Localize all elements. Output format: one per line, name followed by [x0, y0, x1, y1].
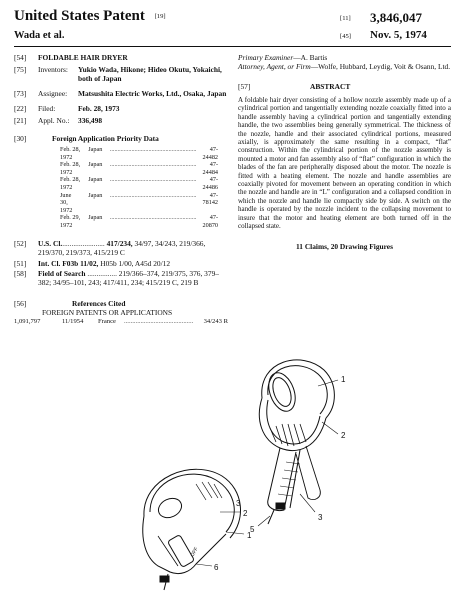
fig-b-label: 3: [236, 499, 241, 508]
reference-country: France: [98, 317, 116, 325]
patent-date: Nov. 5, 1974: [370, 29, 427, 41]
field-51-code: [51]: [14, 258, 27, 268]
field-51-rest: H05b 1/00, A45d 20/12: [98, 258, 171, 268]
right-column: [238, 53, 451, 251]
fig-a-label: 3: [318, 513, 323, 522]
field-52-label: U.S. Cl.: [38, 238, 63, 248]
attorney-label: Attorney, Agent, or Firm: [238, 62, 311, 71]
priority-row: Feb. 29, 1972 Japan ........................................................ 47-20870: [60, 214, 218, 229]
patent-title: [14, 8, 166, 25]
field-75-code: [75]: [14, 65, 27, 74]
switch-label: OFF: [189, 546, 200, 558]
fig-a-label: 2: [341, 431, 346, 440]
field-22-code: [22]: [14, 104, 27, 113]
fig-a-label: 1: [341, 375, 346, 384]
priority-row: Feb. 28, 1972 Japan ........................................................ 47-24482: [60, 146, 218, 161]
field-75: [14, 65, 228, 83]
priority-country: Japan: [88, 146, 103, 153]
field-21-label: Appl. No.:: [38, 116, 70, 125]
priority-list: [60, 146, 218, 230]
abstract-heading: [238, 82, 451, 91]
field-21-value: 336,498: [78, 116, 103, 125]
fig-b-label: 2: [243, 509, 248, 518]
priority-date: June 30, 1972: [60, 191, 73, 214]
field-54: [14, 53, 228, 62]
field-51-main: F03b 11/02,: [62, 258, 99, 268]
field-58-code: [58]: [14, 268, 27, 278]
field-30-title: Foreign Application Priority Data: [52, 134, 159, 143]
field-21: [14, 116, 228, 125]
field-73-code: [73]: [14, 89, 27, 98]
field-56-code: [56]: [14, 298, 27, 308]
field-73-value: Matsushita Electric Works, Ltd., Osaka, Japan: [78, 89, 227, 98]
field-73: [14, 89, 228, 98]
field-30-code: [30]: [14, 134, 27, 143]
field-51: [14, 259, 228, 268]
priority-country: Japan: [88, 161, 103, 169]
reference-row: 1,091,797 11/1954 France .......................................... 34/243 R: [14, 317, 228, 325]
field-22: [14, 104, 228, 113]
field-52-rest: 34/97, 34/243, 219/366, 219/370, 219/373, 415/219 C: [38, 238, 206, 257]
priority-row: June 30, 1972 Japan ........................................................ 47-78142: [60, 191, 218, 214]
patent-number: 3,846,047: [370, 10, 422, 25]
abstract-text: A foldable hair dryer consisting of a hollow nozzle assembly made up of a cylindrical portion and tangentially extending nozzle coaxially fitted into a handle assembly having a cylindrical portion and tangentially extending handle, the two assemblies being generally symmetrical. The thickness of the nozzle, handle and their associated cylindrical portions, measured axially, is approximately the same resulting in a compact, “flat” construction. Within the cylindrical portion of the nozzle assembly is mounted a motor and fan assembly also of “flat” configuration in which the blades of the fan are peripherally disposed about the motor. The nozzle is fitted with a heating element. The nozzle and handle assemblies are coaxially pivoted for movement between an operating condition in which the nozzle and handle are in “L” configuration and a collapsed condition in which the nozzle and handle lie compactly side by side. A switch on the handle is operated by the nozzle incident to the collapsing movement to insure that the motor and heating element are both turned off in the collapsed state.: [238, 96, 451, 231]
priority-number: 47-24484: [202, 161, 218, 176]
priority-number: 47-24482: [202, 146, 218, 161]
claims-count: 11 Claims, 20 Drawing Figures: [296, 241, 393, 251]
title-text: United States Patent: [14, 8, 145, 24]
field-58-rest: 219/366–374, 219/375, 376, 379–382; 34/95–101, 243; 417/411, 234; 415/219 C, 219 B: [38, 268, 219, 287]
priority-country: Japan: [88, 191, 103, 199]
examiner-label: Primary Examiner: [238, 53, 294, 62]
reference-class: 34/243 R: [203, 317, 228, 325]
fig-b-label: 1: [247, 531, 252, 540]
field-73-label: Assignee:: [38, 89, 68, 98]
abstract-code: [57]: [238, 82, 251, 91]
field-22-value: Feb. 28, 1973: [78, 104, 120, 113]
field-56: [14, 299, 228, 308]
fig-b-label: 6: [214, 563, 219, 572]
field-58-label: Field of Search: [38, 268, 86, 278]
header-rule: [14, 46, 451, 47]
number-code: [11]: [340, 15, 351, 22]
figure-b: [143, 469, 244, 590]
priority-number: 47-20870: [202, 214, 218, 229]
attorney-name: —Wolfe, Hubbard, Leydig, Voit & Osann, Ltd.: [310, 62, 451, 71]
field-21-code: [21]: [14, 116, 27, 125]
priority-country: Japan: [88, 214, 103, 222]
attorney: [238, 62, 451, 71]
priority-country: Japan: [88, 176, 103, 184]
priority-row: Feb. 28, 1972 Japan ........................................................ 47-24484: [60, 161, 218, 176]
inventor-short: Wada et al.: [14, 30, 65, 41]
priority-date: Feb. 28, 1972: [60, 146, 81, 161]
field-56-subtitle: FOREIGN PATENTS OR APPLICATIONS: [42, 307, 173, 317]
field-75-value: Yukio Wada, Hikone; Hideo Okutu, Yokaichi, both of Japan: [78, 65, 222, 83]
field-52-main: 417/234,: [106, 238, 133, 248]
priority-date: Feb. 28, 1972: [60, 176, 81, 191]
field-22-label: Filed:: [38, 104, 56, 113]
field-58: [58] Field of Search ................ 219/366–374, 219/375, 376, 379–382; 34/95–101, 243; 417/411, 234; 415/219 C, 219 B: [14, 268, 219, 287]
priority-date: Feb. 29, 1972: [60, 214, 81, 229]
patent-drawing: [0, 340, 465, 600]
field-52-code: [52]: [14, 238, 27, 248]
examiner-name: —A. Bartis: [293, 53, 328, 62]
field-75-label: Inventors:: [38, 65, 68, 74]
field-56-title: References Cited: [72, 298, 126, 308]
date-code: [45]: [340, 33, 351, 40]
priority-number: 47-24486: [202, 176, 218, 191]
field-52: [52] U.S. Cl........................ 417/234, 34/97, 34/243, 219/366, 219/370, 219/373, 415/219 C: [14, 238, 206, 257]
field-51-label: Int. Cl.: [38, 258, 61, 268]
fig-a-label: 5: [250, 525, 255, 534]
reference-date: 11/1954: [62, 317, 84, 325]
title-code: [19]: [154, 12, 166, 20]
primary-examiner: [238, 53, 451, 62]
left-column: [14, 53, 228, 326]
field-30: [14, 134, 228, 143]
priority-date: Feb. 28, 1972: [60, 161, 81, 176]
field-54-code: [54]: [14, 53, 27, 62]
field-54-text: FOLDABLE HAIR DRYER: [38, 53, 128, 62]
figure-a: [258, 360, 338, 526]
abstract-title: ABSTRACT: [310, 82, 351, 91]
reference-number: 1,091,797: [14, 317, 41, 325]
priority-row: Feb. 28, 1972 Japan ........................................................ 47-24486: [60, 176, 218, 191]
priority-number: 47-78142: [202, 191, 218, 207]
